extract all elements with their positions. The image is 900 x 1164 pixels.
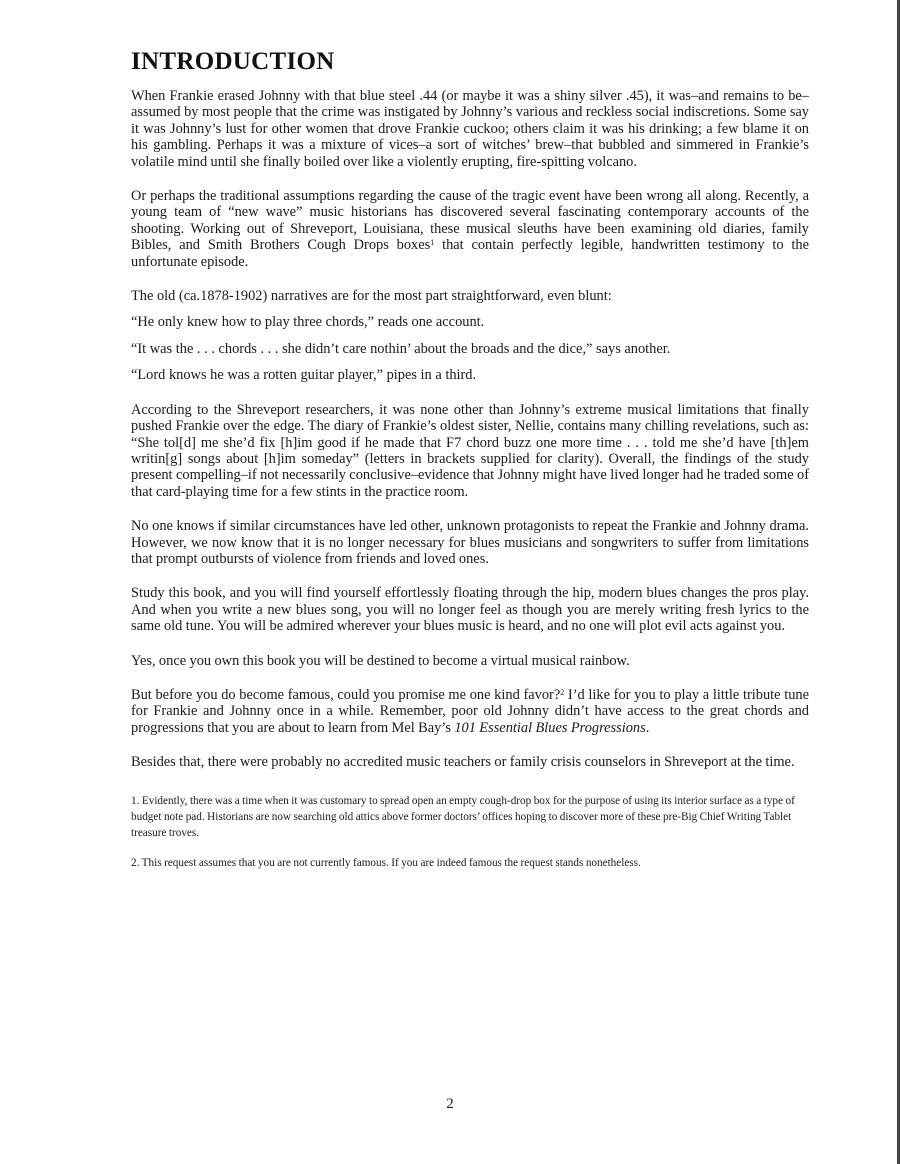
- paragraph-4: According to the Shreveport researchers, it was none other than Johnny’s extreme musical limitations that finally pushed Frankie over the edge. The diary of Frankie’s oldest sister, Nellie, contains many chilling revelations, such as: “She tol[d] me she’d fix [h]im good if he made that F7 chord buzz one more time . . . told me she’d have [th]em writin[g] songs about [h]im someday” (letters in brackets supplied for clarity). Overall, the findings of the study present compelling–if not necessarily conclusive–evidence that Johnny might have lived longer had he traded some of that card-playing time for a few stints in the practice room.: [131, 401, 809, 500]
- paragraph-2-text-a: Or perhaps the traditional assumptions regarding the cause of the tragic event have been wrong all along. Recently, a young team of “new wave” music historians has discovered several fascinating contemporary accounts of the shooting. Working out of Shreveport, Louisiana, these musical sleuths have been examining old diaries, family Bibles, and Smith Brothers Cough Drops boxes: [131, 188, 809, 254]
- footnote-ref-2: 2: [560, 687, 565, 697]
- paragraph-2: [131, 188, 809, 270]
- paragraph-8-text-b: I’d like for you to play a little tribute tune for Frankie and Johnny once in a while. Remember, poor old Johnny didn’t have access to the great chords and progressions that you are about to learn from Mel Bay’s: [131, 686, 809, 736]
- footnote-ref-1: 1: [430, 238, 435, 248]
- page-title: INTRODUCTION: [131, 48, 335, 75]
- footnote-2: 2. This request assumes that you are not currently famous. If you are indeed famous the request stands nonetheless.: [131, 857, 641, 870]
- quote-3: “Lord knows he was a rotten guitar player,” pipes in a third.: [131, 367, 477, 384]
- footnote-1: 1. Evidently, there was a time when it was customary to spread open an empty cough-drop box for the purpose of using its interior surface as a type of budget note pad. Historians are now searching old attics above former doctors’ offices hoping to discover more of these pre-Big Chief Writing Tablet treasure troves.: [131, 794, 795, 839]
- page-number: 2: [446, 1096, 454, 1112]
- paragraph-8: [131, 687, 809, 736]
- paragraph-8-text-a: But before you do become famous, could you promise me one kind favor?: [131, 686, 561, 703]
- paragraph-5: No one knows if similar circumstances have led other, unknown protagonists to repeat the Frankie and Johnny drama. However, we now know that it is no longer necessary for blues musicians and songwriters to suffer from limitations that prompt outbursts of violence from friends and loved ones.: [131, 518, 809, 567]
- paragraph-1: When Frankie erased Johnny with that blue steel .44 (or maybe it was a shiny silver .45), it was–and remains to be–assumed by most people that the crime was instigated by Johnny’s various and reckless social indiscretions. Some say it was Johnny’s lust for other women that drove Frankie cuckoo; others claim it was his drinking; a few blame it on his gambling. Perhaps it was a mixture of vices–a sort of witches’ brew–that bubbled and simmered in Frankie’s volatile mind until she finally boiled over like a violently erupting, fire-spitting volcano.: [131, 88, 809, 170]
- paragraph-2-text-b: that contain perfectly legible, handwritten testimony to the unfortunate episode.: [131, 237, 809, 270]
- paragraph-8-end: .: [645, 719, 650, 736]
- page-content: [131, 48, 809, 885]
- footnotes: [131, 793, 809, 872]
- quote-1: “He only knew how to play three chords,” reads one account.: [131, 314, 485, 331]
- book-title: 101 Essential Blues Progressions: [454, 719, 646, 736]
- paragraph-7: Yes, once you own this book you will be destined to become a virtual musical rainbow.: [131, 652, 630, 669]
- paragraph-9: Besides that, there were probably no accredited music teachers or family crisis counselors in Shreveport at the time.: [131, 754, 795, 771]
- quote-2: “It was the . . . chords . . . she didn’t care nothin’ about the broads and the dice,” says another.: [131, 340, 671, 357]
- paragraph-6: Study this book, and you will find yourself effortlessly floating through the hip, modern blues changes the pros play. And when you write a new blues song, you will no longer feel as though you are merely writing fresh lyrics to the same old tune. You will be admired wherever your blues music is heard, and no one will plot evil acts against you.: [131, 585, 809, 635]
- paragraph-3: The old (ca.1878-1902) narratives are for the most part straightforward, even blunt:: [131, 288, 612, 305]
